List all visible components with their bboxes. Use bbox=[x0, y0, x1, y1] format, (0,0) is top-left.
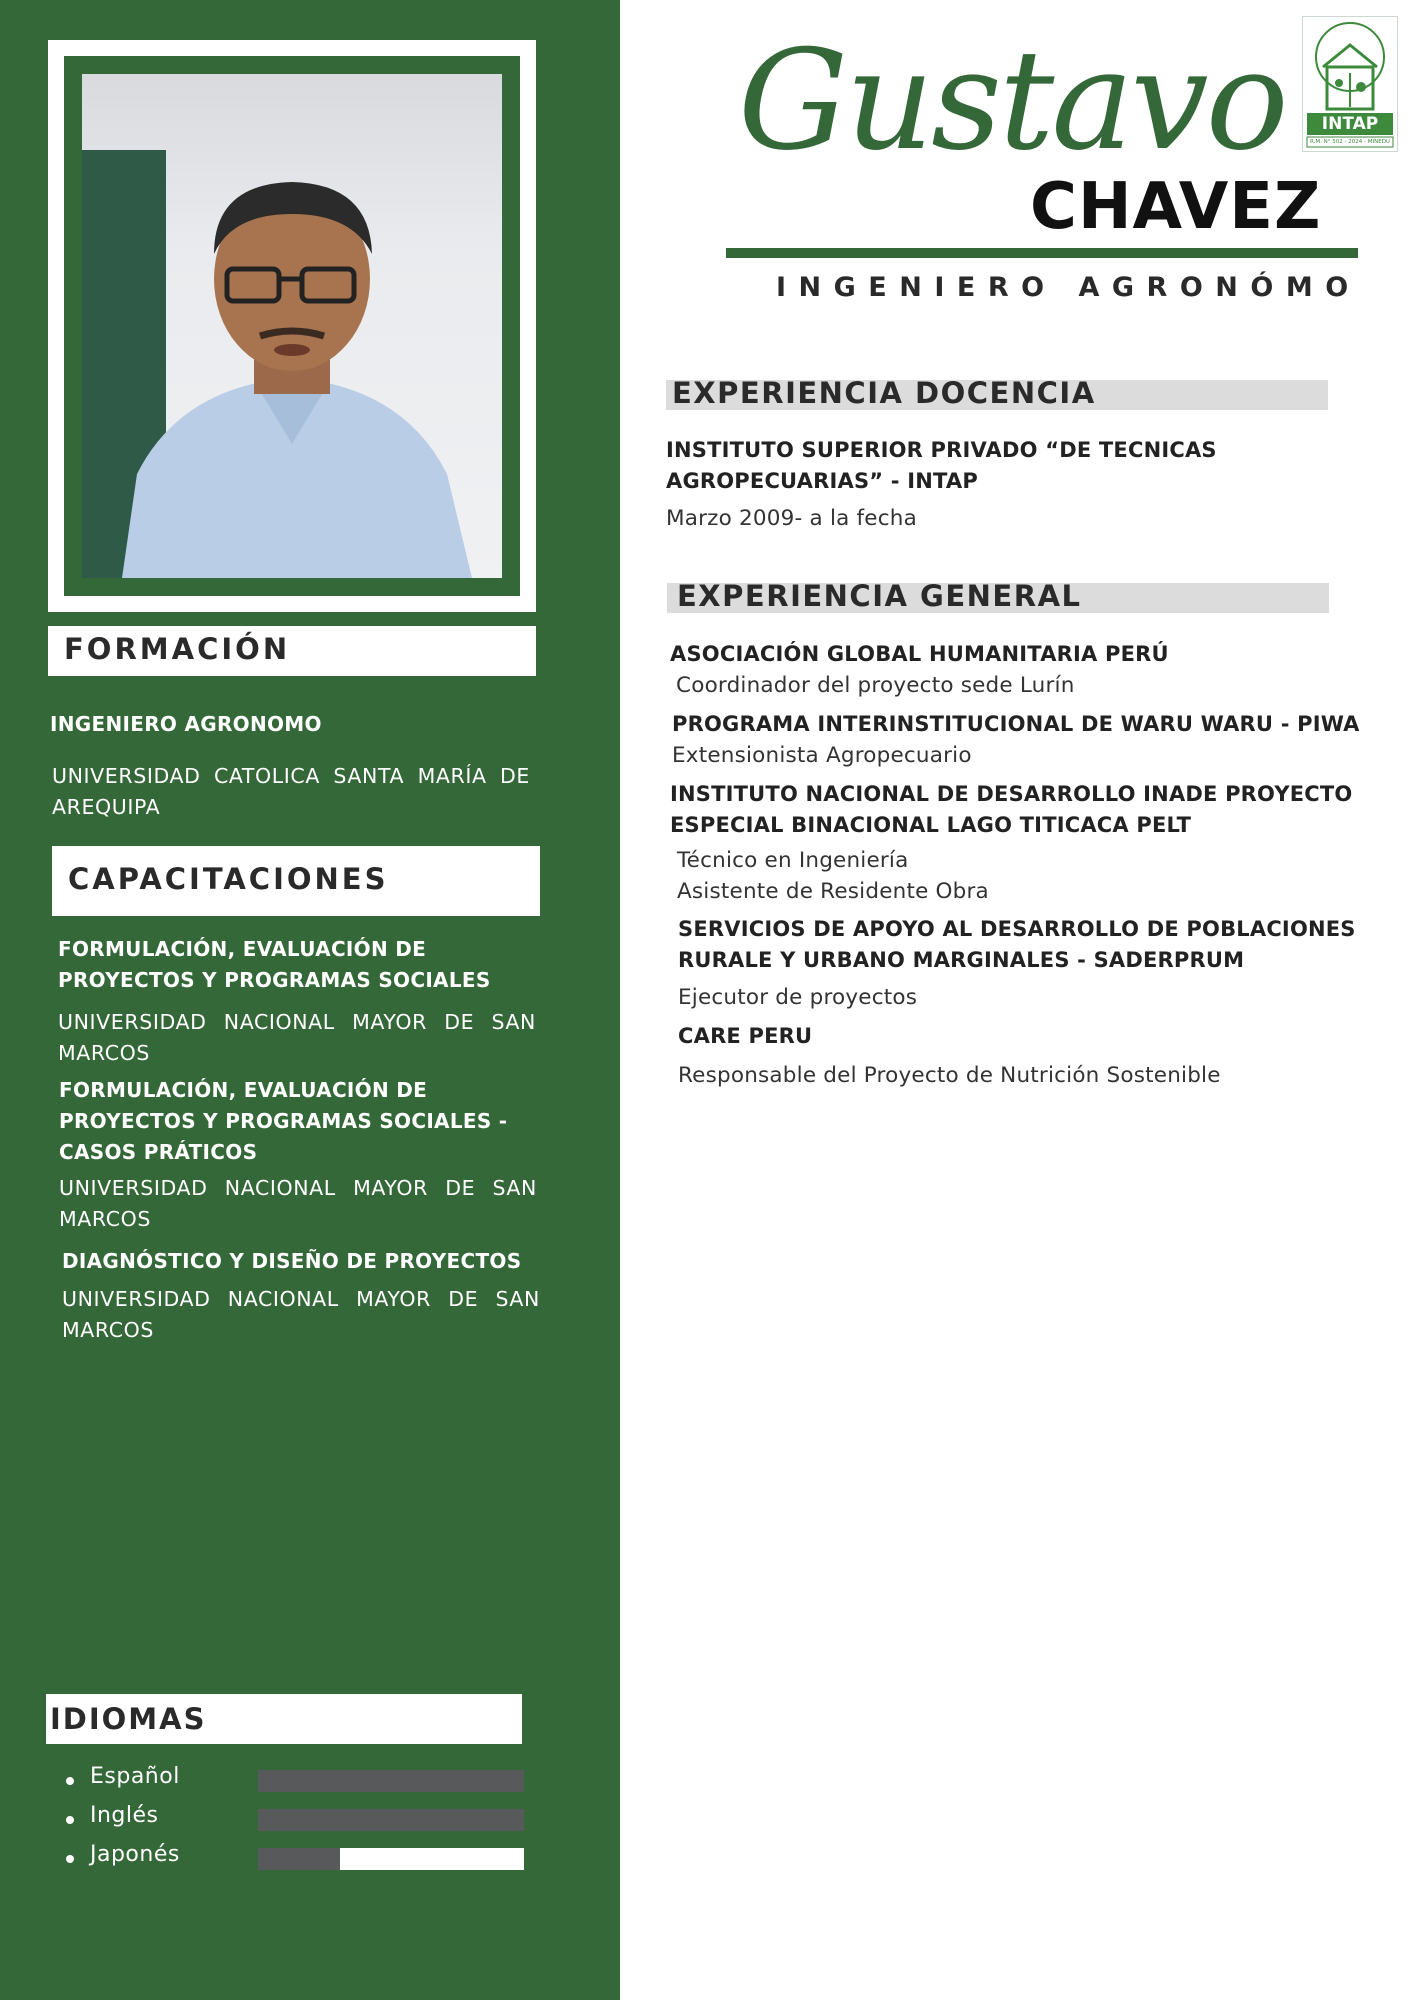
experience-org-4: SERVICIOS DE APOYO AL DESARROLLO DE POBLACIONES RURALE Y URBANO MARGINALES - SADERPRUM bbox=[678, 917, 1356, 972]
capacitacion-institution-3: UNIVERSIDAD NACIONAL MAYOR DE SAN MARCOS bbox=[62, 1287, 540, 1342]
experience-role-1: Coordinador del proyecto sede Lurín bbox=[676, 673, 1075, 698]
formacion-header bbox=[48, 626, 536, 676]
experience-org-2: PROGRAMA INTERINSTITUCIONAL DE WARU WARU - PIWA bbox=[672, 712, 1360, 736]
capacitacion-institution-1: UNIVERSIDAD NACIONAL MAYOR DE SAN MARCOS bbox=[58, 1010, 536, 1065]
general-header bbox=[667, 579, 1329, 613]
language-level-fill bbox=[258, 1809, 524, 1831]
sidebar bbox=[0, 0, 620, 2000]
language-level-bar bbox=[258, 1809, 524, 1831]
bullet-icon bbox=[66, 1816, 74, 1824]
photo-frame-inner bbox=[64, 56, 520, 596]
portrait-illustration bbox=[82, 74, 502, 578]
general-title: EXPERIENCIA GENERAL bbox=[677, 579, 1082, 613]
experience-org-1: ASOCIACIÓN GLOBAL HUMANITARIA PERÚ bbox=[670, 642, 1169, 666]
formacion-title: FORMACIÓN bbox=[64, 632, 291, 666]
docencia-title: EXPERIENCIA DOCENCIA bbox=[672, 376, 1096, 410]
language-name: Japonés bbox=[90, 1842, 180, 1867]
last-name: CHAVEZ bbox=[1030, 170, 1322, 244]
logo-text: INTAP bbox=[1321, 114, 1379, 134]
capacitaciones-header bbox=[52, 846, 540, 916]
language-level-bar bbox=[258, 1848, 524, 1870]
profession-title: INGENIERO AGRONÓMO bbox=[776, 272, 1361, 303]
photo-frame bbox=[48, 40, 536, 612]
profile-photo bbox=[82, 74, 502, 578]
language-level-bar bbox=[258, 1770, 524, 1792]
capacitaciones-title: CAPACITACIONES bbox=[68, 862, 389, 896]
first-name: Gustavo bbox=[738, 20, 1286, 181]
language-level-fill bbox=[258, 1848, 340, 1870]
capacitacion-institution-2: UNIVERSIDAD NACIONAL MAYOR DE SAN MARCOS bbox=[59, 1176, 537, 1231]
experience-role-4: Ejecutor de proyectos bbox=[678, 985, 918, 1010]
experience-org-5: CARE PERU bbox=[678, 1024, 813, 1048]
bullet-icon bbox=[66, 1855, 74, 1863]
experience-role-3: Técnico en Ingeniería bbox=[677, 848, 909, 873]
formacion-institution: UNIVERSIDAD CATOLICA SANTA MARÍA DE AREQUIPA bbox=[52, 764, 530, 819]
language-level-fill bbox=[258, 1770, 524, 1792]
intap-logo bbox=[1302, 16, 1398, 152]
bullet-icon bbox=[66, 1777, 74, 1785]
idiomas-title: IDIOMAS bbox=[50, 1702, 207, 1736]
docencia-institution: INSTITUTO SUPERIOR PRIVADO “DE TECNICAS AGROPECUARIAS” - INTAP bbox=[666, 438, 1217, 493]
docencia-period: Marzo 2009- a la fecha bbox=[666, 506, 917, 531]
experience-role-2: Extensionista Agropecuario bbox=[672, 743, 972, 768]
experience-role-5: Responsable del Proyecto de Nutrición Sostenible bbox=[678, 1063, 1221, 1088]
experience-role-3b: Asistente de Residente Obra bbox=[677, 879, 989, 904]
language-name: Español bbox=[90, 1764, 180, 1789]
logo-subtext: R.M. N° 502 - 2024 - MINEDU bbox=[1310, 139, 1390, 145]
experience-org-3: INSTITUTO NACIONAL DE DESARROLLO INADE PROYECTO ESPECIAL BINACIONAL LAGO TITICACA PELT bbox=[670, 782, 1353, 837]
capacitacion-course-1: FORMULACIÓN, EVALUACIÓN DE PROYECTOS Y PROGRAMAS SOCIALES bbox=[58, 937, 491, 992]
capacitacion-course-3: DIAGNÓSTICO Y DISEÑO DE PROYECTOS bbox=[62, 1249, 522, 1273]
capacitacion-course-2: FORMULACIÓN, EVALUACIÓN DE PROYECTOS Y PROGRAMAS SOCIALES - CASOS PRÁTICOS bbox=[59, 1078, 508, 1164]
docencia-header bbox=[666, 376, 1328, 410]
language-name: Inglés bbox=[90, 1803, 159, 1828]
formacion-degree: INGENIERO AGRONOMO bbox=[50, 712, 322, 736]
idiomas-header bbox=[46, 1694, 522, 1744]
header-divider bbox=[726, 248, 1358, 258]
